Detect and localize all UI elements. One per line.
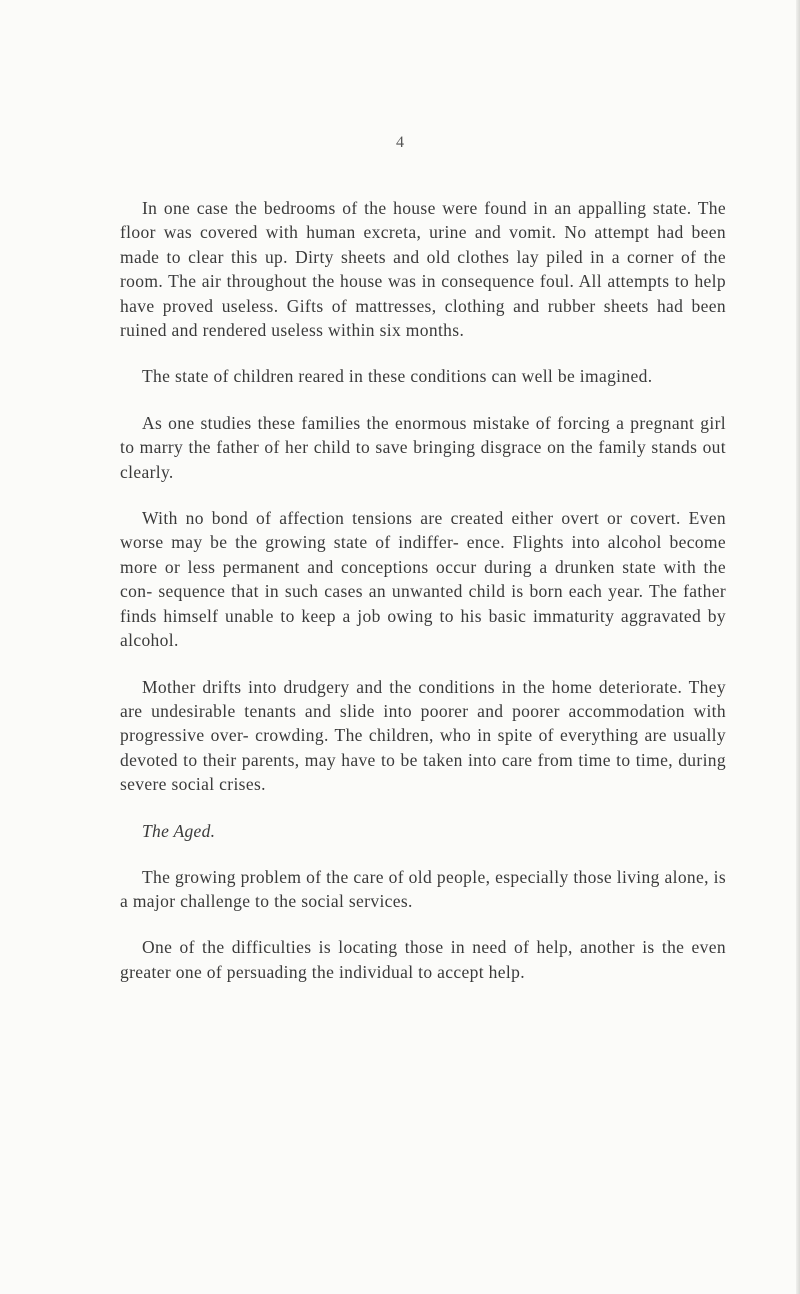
paragraph-mother-drudgery: Mother drifts into drudgery and the conditions in the home deteriorate. They are undesirable tenants and slide into poorer and poorer accommodation with progressive over- crowding. The children, who in spite of everything are usually devoted to their parents, may have to be taken into care from time to time, during severe social crises. (120, 676, 726, 795)
paragraph-children-state: The state of children reared in these conditions can well be imagined. (142, 366, 653, 387)
section-heading-aged: The Aged. (142, 820, 216, 841)
paragraph-bedrooms: In one case the bedrooms of the house were found in an appalling state. The floor was covered with human excreta, urine and vomit. No attempt had been made to clear this up. Dirty sheets and old clothes lay piled in a corner of the room. The air throughout the house was in consequence foul. All attempts to help have proved useless. Gifts of mattresses, clothing and rubber sheets had been ruined and rendered useless within six months. (120, 198, 726, 341)
body-text (120, 196, 726, 1006)
paragraph-tensions: With no bond of affection tensions are created either overt or covert. Even worse may be the growing state of indiffer- ence. Flights into alcohol become more or less permanent and conceptions occur during a drunken state with the con- sequence that in such cases an unwanted child is born each year. The father finds himself unable to keep a job owing to his basic immaturity aggravated by alcohol. (120, 508, 726, 651)
page-number: 4 (396, 134, 404, 151)
page-edge-shadow (796, 0, 800, 1294)
paragraph-aged-problem: The growing problem of the care of old people, especially those living alone, is a major challenge to the social services. (120, 866, 726, 911)
paragraph-forced-marriage: As one studies these families the enormous mistake of forcing a pregnant girl to marry the father of her child to save bringing disgrace on the family stands out clearly. (120, 412, 726, 482)
paragraph-aged-difficulties: One of the difficulties is locating those in need of help, another is the even greater one of persuading the individual to accept help. (120, 937, 726, 982)
